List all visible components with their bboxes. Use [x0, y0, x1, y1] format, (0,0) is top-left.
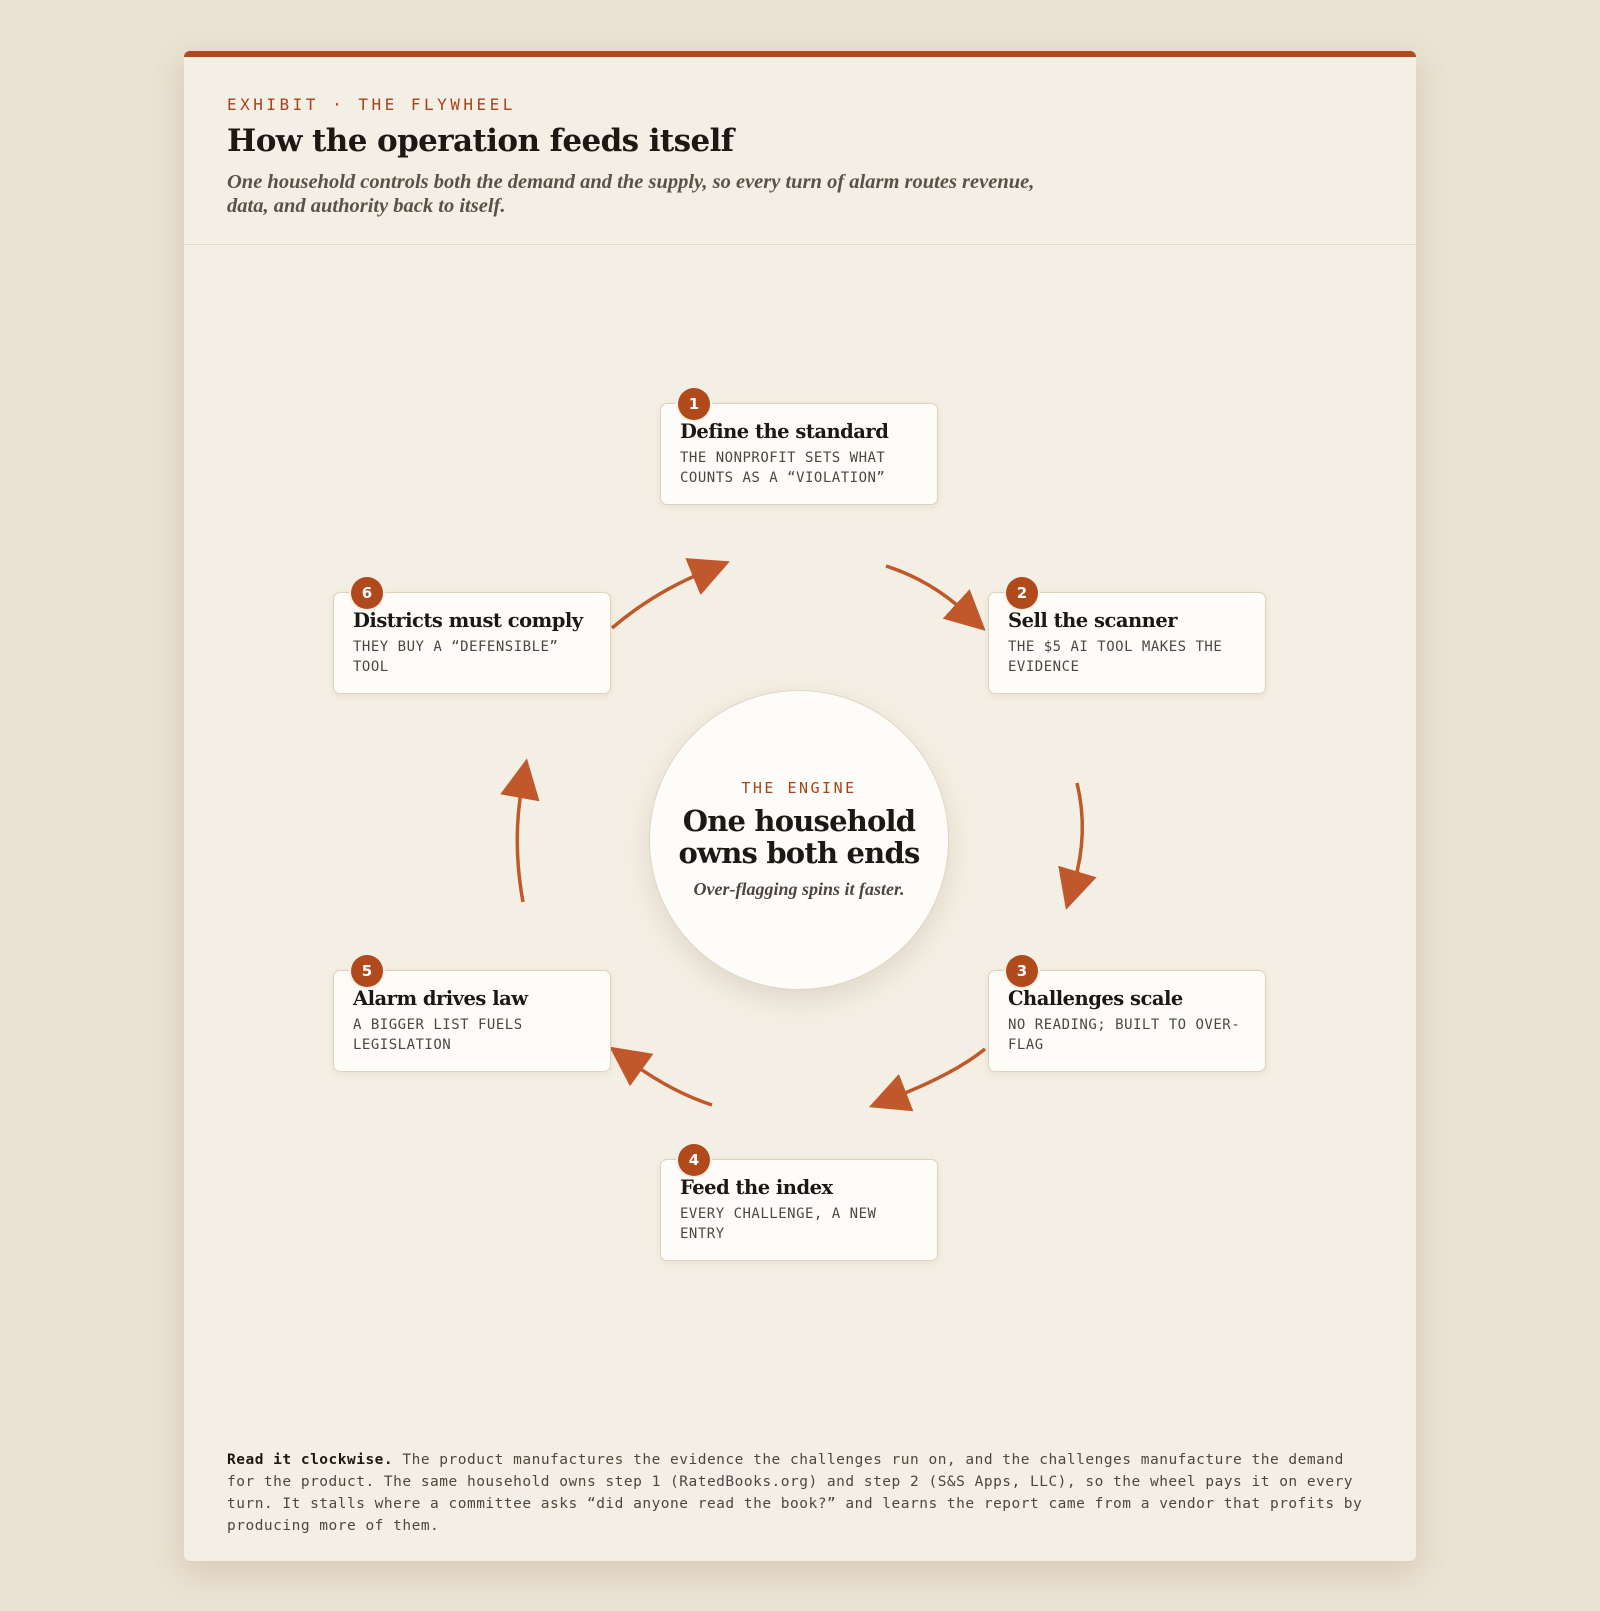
exhibit-header — [184, 57, 1416, 245]
step-title: Sell the scanner — [1008, 609, 1177, 632]
step-title: Alarm drives law — [353, 987, 528, 1010]
footer-text: The product manufactures the evidence the challenges run on, and the challenges manufacture the demand for the product. The same household owns step 1 (RatedBooks.org) and step 2 (S&S Apps, LLC), so the wheel pays it on every turn. It stalls where a committee asks “did anyone read the book?” and learns the report came from a vendor that profits by producing more of them. — [227, 1452, 1363, 1534]
step-description: THE NONPROFIT SETS WHAT COUNTS AS A “VIOLATION” — [680, 450, 886, 486]
engine-title-line-1: One household — [682, 804, 916, 838]
step-number-badge: 5 — [351, 955, 383, 987]
step-number-badge: 3 — [1006, 955, 1038, 987]
footer-lead: Read it clockwise. — [227, 1452, 394, 1468]
arrow-6-to-1 — [612, 572, 704, 628]
arrow-4-to-5 — [632, 1063, 712, 1105]
step-description: NO READING; BUILT TO OVER-FLAG — [1008, 1017, 1241, 1053]
page-subtitle: One household controls both the demand and the supply, so every turn of alarm routes revenue, data, and authority back to itself. — [227, 171, 1035, 217]
step-5 — [333, 962, 611, 1072]
engine-note: Over-flagging spins it faster. — [693, 879, 905, 899]
engine-hub — [649, 690, 949, 990]
step-title: Challenges scale — [1008, 987, 1183, 1010]
step-description: THEY BUY A “DEFENSIBLE” TOOL — [353, 639, 559, 675]
step-2 — [988, 584, 1266, 694]
step-title: Districts must comply — [353, 609, 583, 632]
step-title: Define the standard — [680, 420, 889, 443]
step-title: Feed the index — [680, 1176, 833, 1199]
step-description: EVERY CHALLENGE, A NEW ENTRY — [680, 1206, 877, 1242]
arrow-3-to-4 — [895, 1049, 985, 1097]
arrow-1-to-2 — [886, 566, 965, 612]
step-number-badge: 2 — [1006, 577, 1038, 609]
engine-title-line-2: owns both ends — [678, 836, 920, 870]
exhibit-kicker: EXHIBIT · THE FLYWHEEL — [227, 95, 516, 114]
exhibit-card — [184, 51, 1416, 1561]
step-6 — [333, 584, 611, 694]
footer-note — [227, 1449, 1377, 1537]
step-number-badge: 1 — [678, 388, 710, 420]
step-number-badge: 4 — [678, 1144, 710, 1176]
step-description: THE $5 AI TOOL MAKES THE EVIDENCE — [1008, 639, 1223, 675]
page-title: How the operation feeds itself — [227, 123, 734, 159]
step-4 — [660, 1151, 938, 1261]
engine-title — [650, 805, 948, 869]
step-description: A BIGGER LIST FUELS LEGISLATION — [353, 1017, 523, 1053]
step-1 — [660, 395, 938, 505]
engine-kicker: THE ENGINE — [741, 779, 857, 797]
arrow-5-to-6 — [517, 786, 523, 902]
step-number-badge: 6 — [351, 577, 383, 609]
step-3 — [988, 962, 1266, 1072]
arrow-2-to-3 — [1074, 783, 1082, 883]
